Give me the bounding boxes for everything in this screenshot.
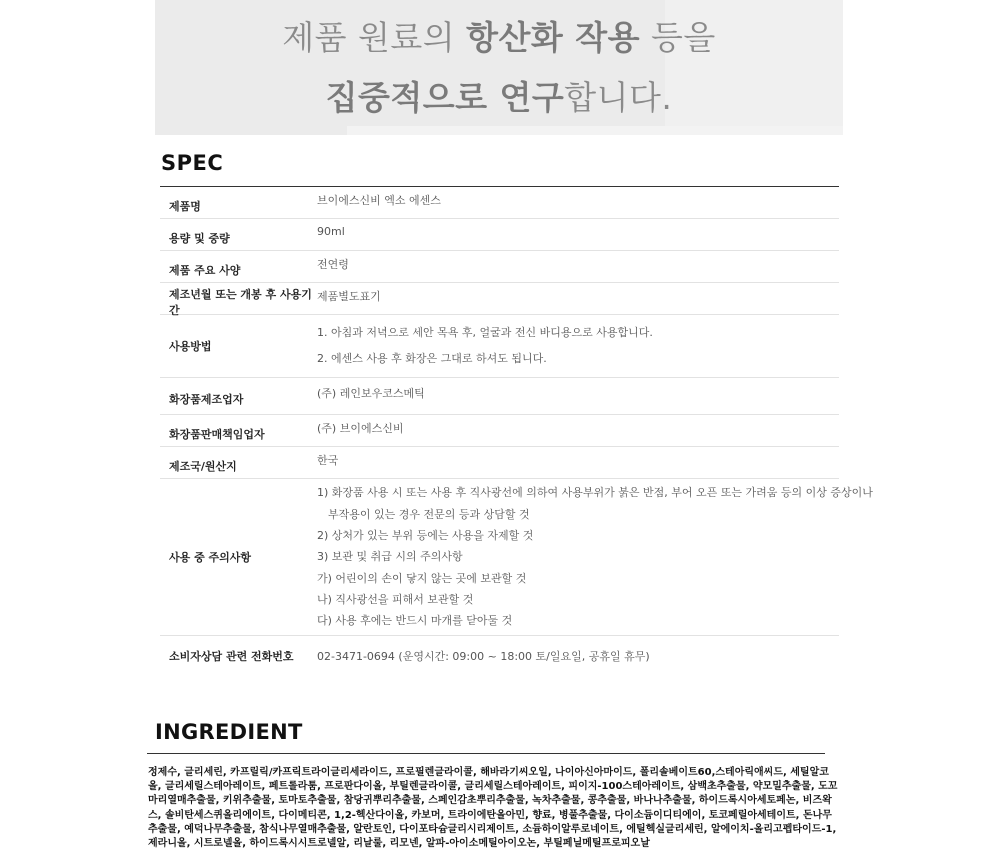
hero-banner xyxy=(155,0,843,135)
spec-row-seller xyxy=(160,415,839,447)
spec-label: 제품 주요 사양 xyxy=(169,263,241,277)
spec-row-cautions xyxy=(160,479,873,636)
caution-line: 나) 직사광선을 피해서 보관할 것 xyxy=(317,592,474,606)
hero-emphasis: 집중적으로 연구 xyxy=(325,78,565,117)
caution-line: 3) 보관 및 취급 시의 주의사항 xyxy=(317,550,463,564)
spec-row-main-spec xyxy=(160,251,839,283)
usage-line: 1. 아침과 저녁으로 세안 목욕 후, 얼굴과 전신 바디용으로 사용합니다. xyxy=(317,326,653,339)
spec-label: 제품명 xyxy=(169,199,201,213)
spec-value: 02-3471-0694 (운영시간: 09:00 ~ 18:00 토/일요일, 공휴일 휴무) xyxy=(317,650,650,663)
spec-title: SPEC xyxy=(161,151,224,175)
spec-row-expiry xyxy=(160,283,839,315)
usage-line: 2. 에센스 사용 후 화장은 그대로 하셔도 됩니다. xyxy=(317,352,547,365)
spec-value xyxy=(317,320,839,372)
spec-row-manufacturer xyxy=(160,378,839,415)
spec-label: 제조국/원산지 xyxy=(169,459,237,473)
caution-line: 가) 어린이의 손이 닿지 않는 곳에 보관할 것 xyxy=(317,571,527,585)
caution-line: 부작용이 있는 경우 전문의 등과 상담할 것 xyxy=(328,507,530,521)
spec-value xyxy=(317,482,873,631)
hero-emphasis: 항산화 작용 xyxy=(466,18,640,57)
spec-label: 화장품제조업자 xyxy=(169,393,244,406)
caution-line: 2) 상처가 있는 부위 등에는 사용을 자제할 것 xyxy=(317,529,534,543)
spec-row-usage xyxy=(160,315,839,378)
spec-value: 브이에스신비 엑소 에센스 xyxy=(317,193,441,207)
caution-line: 다) 사용 후에는 반드시 마개를 닫아둘 것 xyxy=(317,614,513,628)
hero-text: 제품 원료의 xyxy=(282,18,467,57)
hero-text: 합니다. xyxy=(564,78,673,117)
hero-shade xyxy=(347,126,843,135)
spec-row-contact xyxy=(160,636,839,676)
spec-row-origin xyxy=(160,447,839,479)
caution-line: 1) 화장품 사용 시 또는 사용 후 직사광선에 의하여 사용부위가 붉은 반점, 부어 오픈 또는 가려움 등의 이상 증상이나 xyxy=(317,486,873,500)
ingredient-divider xyxy=(147,753,825,754)
spec-value: 한국 xyxy=(317,453,339,467)
spec-label: 사용방법 xyxy=(169,340,212,353)
spec-value: 전연령 xyxy=(317,257,349,271)
spec-label: 화장품판매책임업자 xyxy=(169,427,265,441)
ingredient-title: INGREDIENT xyxy=(155,720,303,744)
spec-value: 90ml xyxy=(317,225,345,238)
hero-line-1 xyxy=(155,12,843,59)
hero-line-2 xyxy=(155,72,843,119)
spec-label: 제조년월 또는 개봉 후 사용기간 xyxy=(169,287,312,317)
spec-value: 제품별도표기 xyxy=(317,289,381,303)
spec-label: 사용 중 주의사항 xyxy=(169,551,252,564)
spec-label: 용량 및 중량 xyxy=(169,231,230,245)
spec-row-volume xyxy=(160,219,839,251)
spec-label: 소비자상담 관련 전화번호 xyxy=(169,650,294,663)
spec-value: (주) 브이에스신비 xyxy=(317,421,404,435)
spec-value: (주) 레인보우코스메틱 xyxy=(317,387,425,400)
spec-row-product-name xyxy=(160,187,839,219)
hero-text: 등을 xyxy=(640,18,716,57)
spec-table xyxy=(160,186,873,676)
ingredient-list: 정제수, 글리세린, 카프릴릭/카프릭트라이글리세라이드, 프로필렌글라이콜, 해바라기씨오일, 나이아신아마이드, 폴리솔베이트60,스테아릭애씨드, 세틸알코올, 글리세릴스테아레이트, 페트롤라툼, 프로판다이올, 부틸렌글라이콜, 글리세릴스테아레이트, 피이지-100스테아레이트, 삼백초추출물, 약모밀추출물, 도꼬마리열매추출물, 키위추출물, 토마토추출물, 참당귀뿌리추출물, 스페인감초뿌리추출물, 녹차추출물, 콩추출물, 바나나추출물, 하이드록시아세토페논, 비즈왁스, 솔비탄세스퀴올리에이트, 다이메티콘, 1,2-헥산다이올, 카보머, 트라이에탄올아민, 향료, 병풀추출물, 다이소듐이디티에이, 토코페릴아세테이트, 돈나무추출물, 예덕나무추출물, 참식나무열매추출물, 알란토인, 다이포타슘글리시리제이트, 소듐하이알루로네이트, 에틸헥실글리세린, 알에이치-올리고펩타이드-1, 제라니올, 시트로넬올, 하이드록시시트로넬알, 리날룰, 리모넨, 알파-아이소메틸아이오논, 부틸페닐메틸프로피오날 xyxy=(148,767,838,850)
